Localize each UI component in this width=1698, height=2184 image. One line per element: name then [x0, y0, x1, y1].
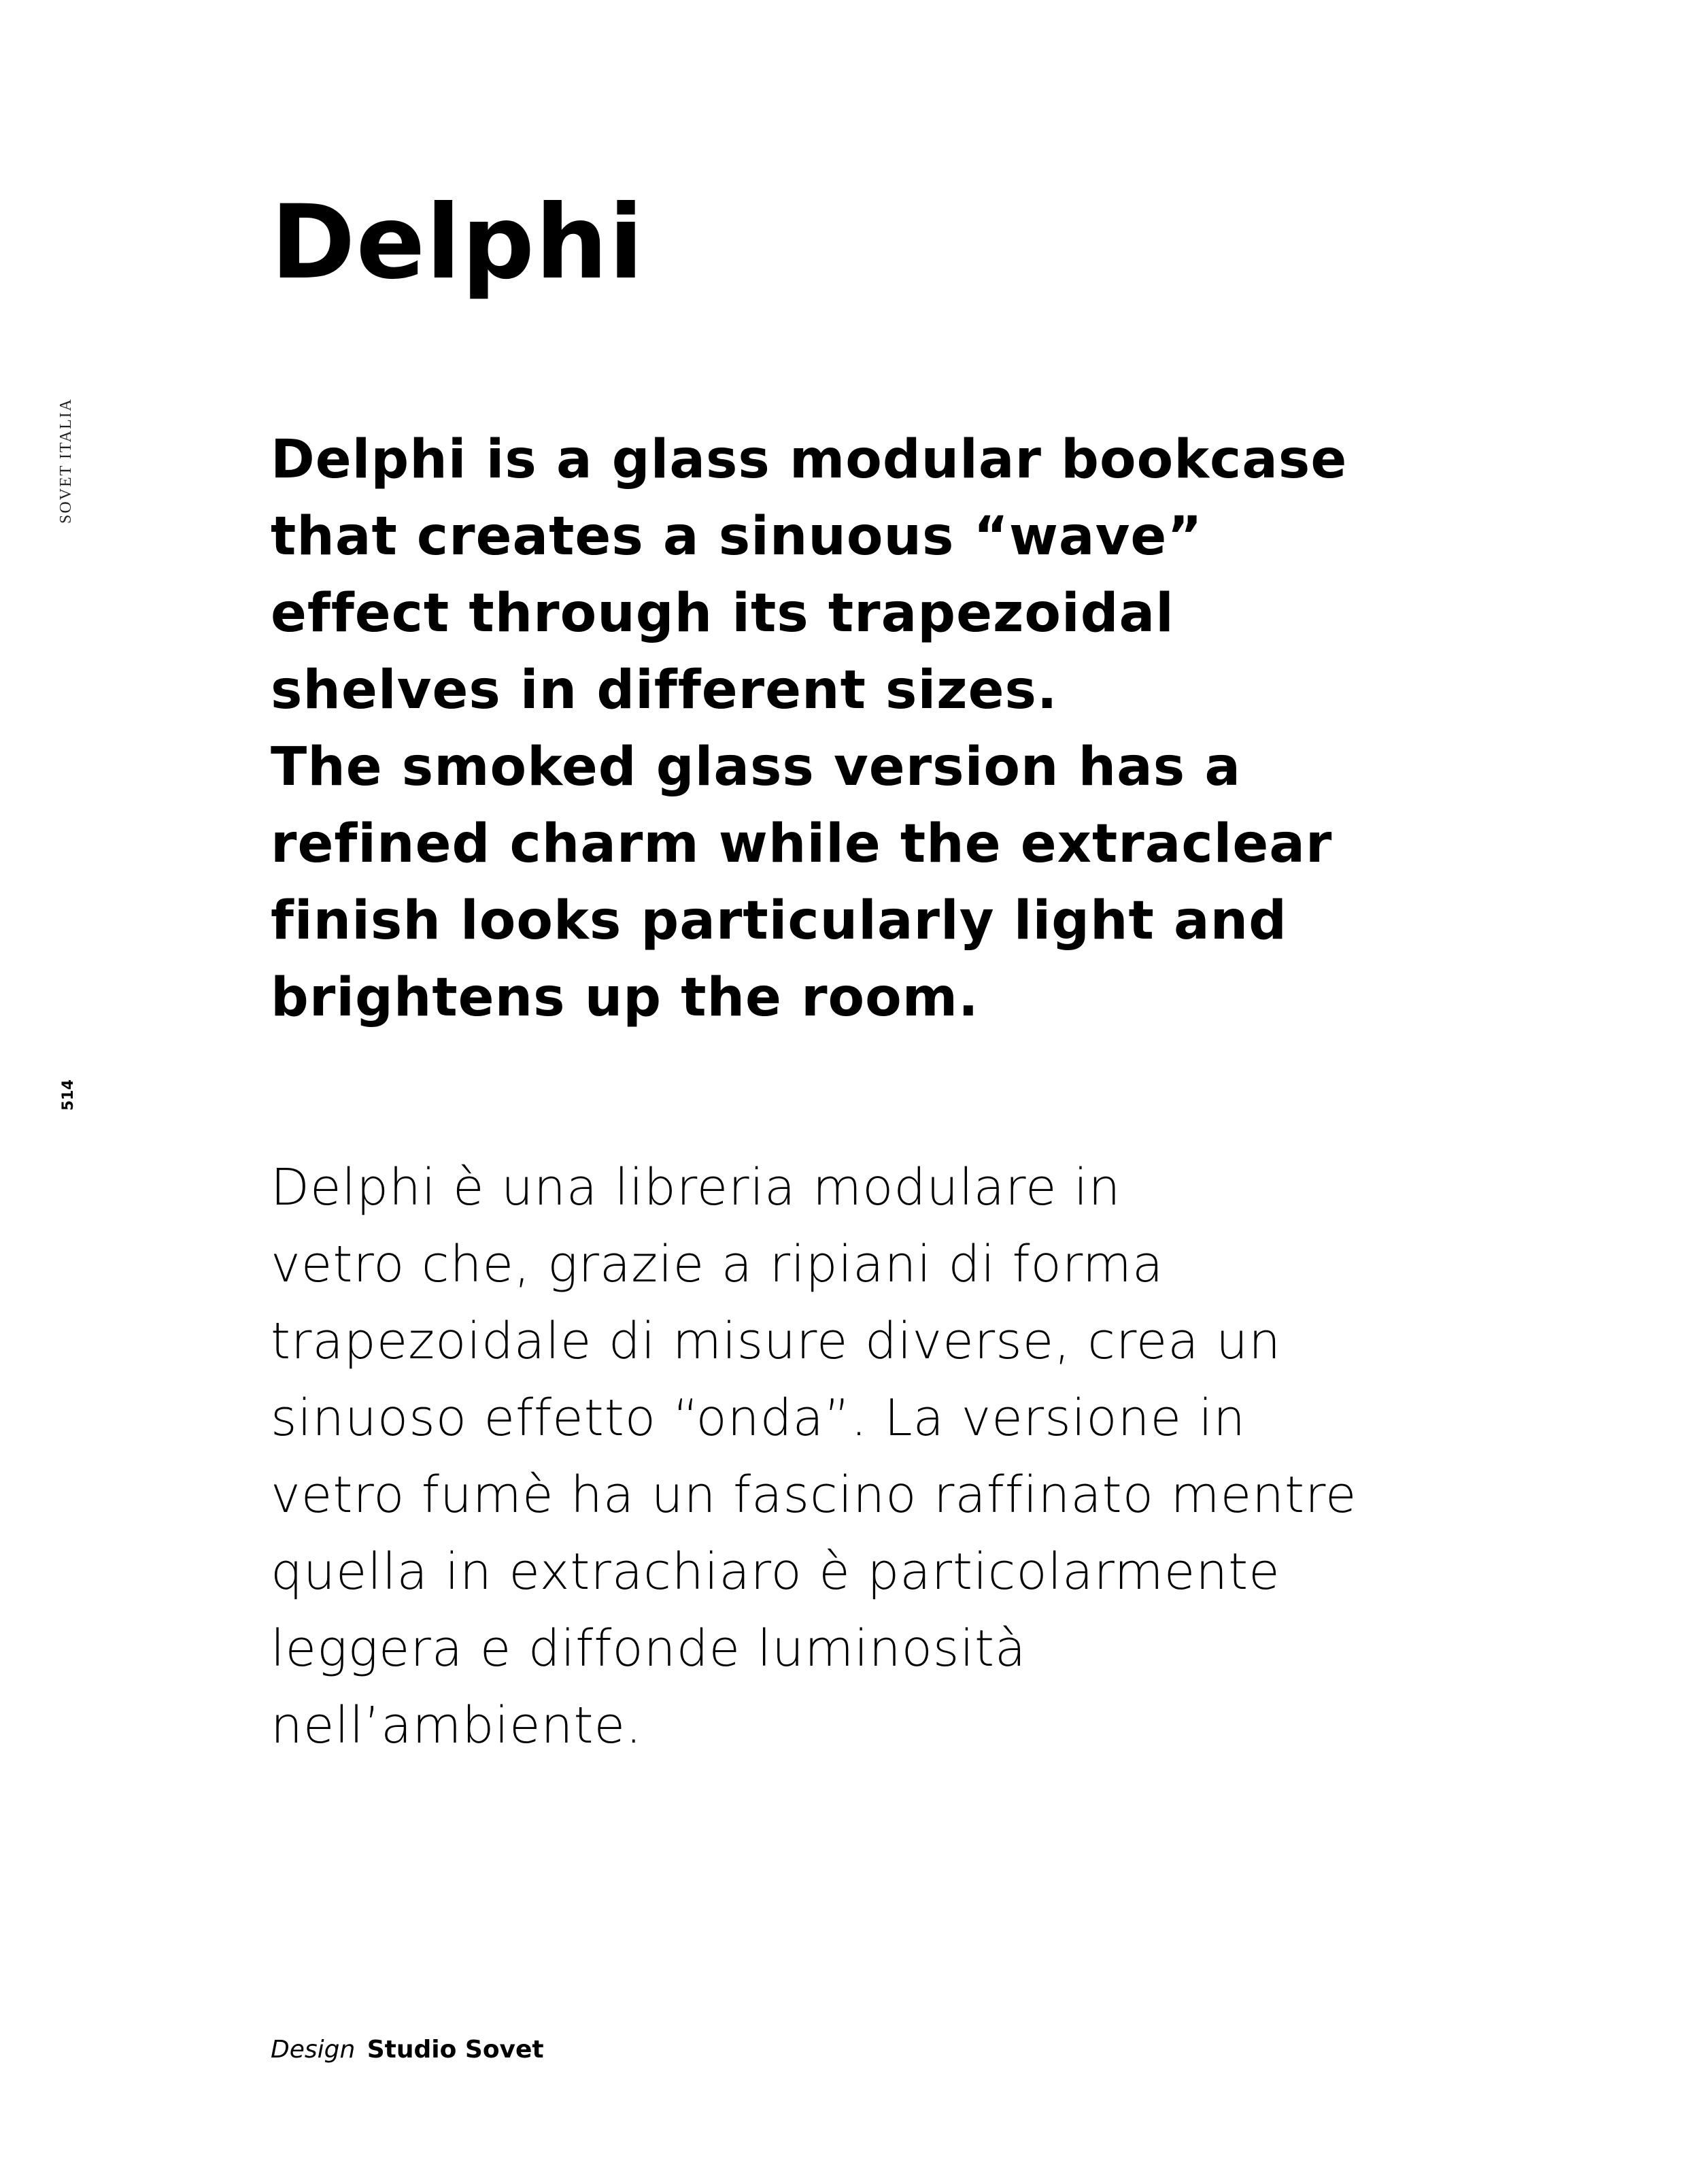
english-line: effect through its trapezoidal	[271, 583, 1174, 644]
english-line: The smoked glass version has a	[271, 737, 1241, 798]
page-title: Delphi	[271, 184, 645, 302]
italian-line: nell’ambiente.	[271, 1696, 643, 1755]
english-line: Delphi is a glass modular bookcase	[271, 429, 1348, 490]
italian-line: vetro che, grazie a ripiani di forma	[271, 1235, 1164, 1294]
italian-line: leggera e diffonde luminosità	[271, 1619, 1027, 1678]
side-brand-label: SOVET ITALIA	[57, 398, 75, 524]
design-credit-name: Studio Sovet	[367, 2036, 544, 2064]
design-credit-label: Design	[271, 2036, 356, 2064]
english-description	[271, 422, 1454, 1037]
english-line: that creates a sinuous “wave”	[271, 506, 1203, 567]
page-number: 514	[60, 1079, 77, 1111]
italian-line: Delphi è una libreria modulare in	[271, 1158, 1121, 1217]
italian-description	[271, 1149, 1454, 1764]
english-line: brightens up the room.	[271, 967, 979, 1028]
italian-line: vetro fumè ha un fascino raffinato mentre	[271, 1466, 1357, 1524]
italian-line: sinuoso effetto “onda”. La versione in	[271, 1389, 1246, 1447]
design-credit	[271, 2036, 544, 2064]
italian-line: quella in extrachiaro è particolarmente	[271, 1543, 1280, 1601]
italian-line: trapezoidale di misure diverse, crea un	[271, 1312, 1281, 1371]
english-line: shelves in different sizes.	[271, 660, 1058, 721]
english-line: refined charm while the extraclear	[271, 813, 1333, 875]
english-line: finish looks particularly light and	[271, 890, 1287, 952]
